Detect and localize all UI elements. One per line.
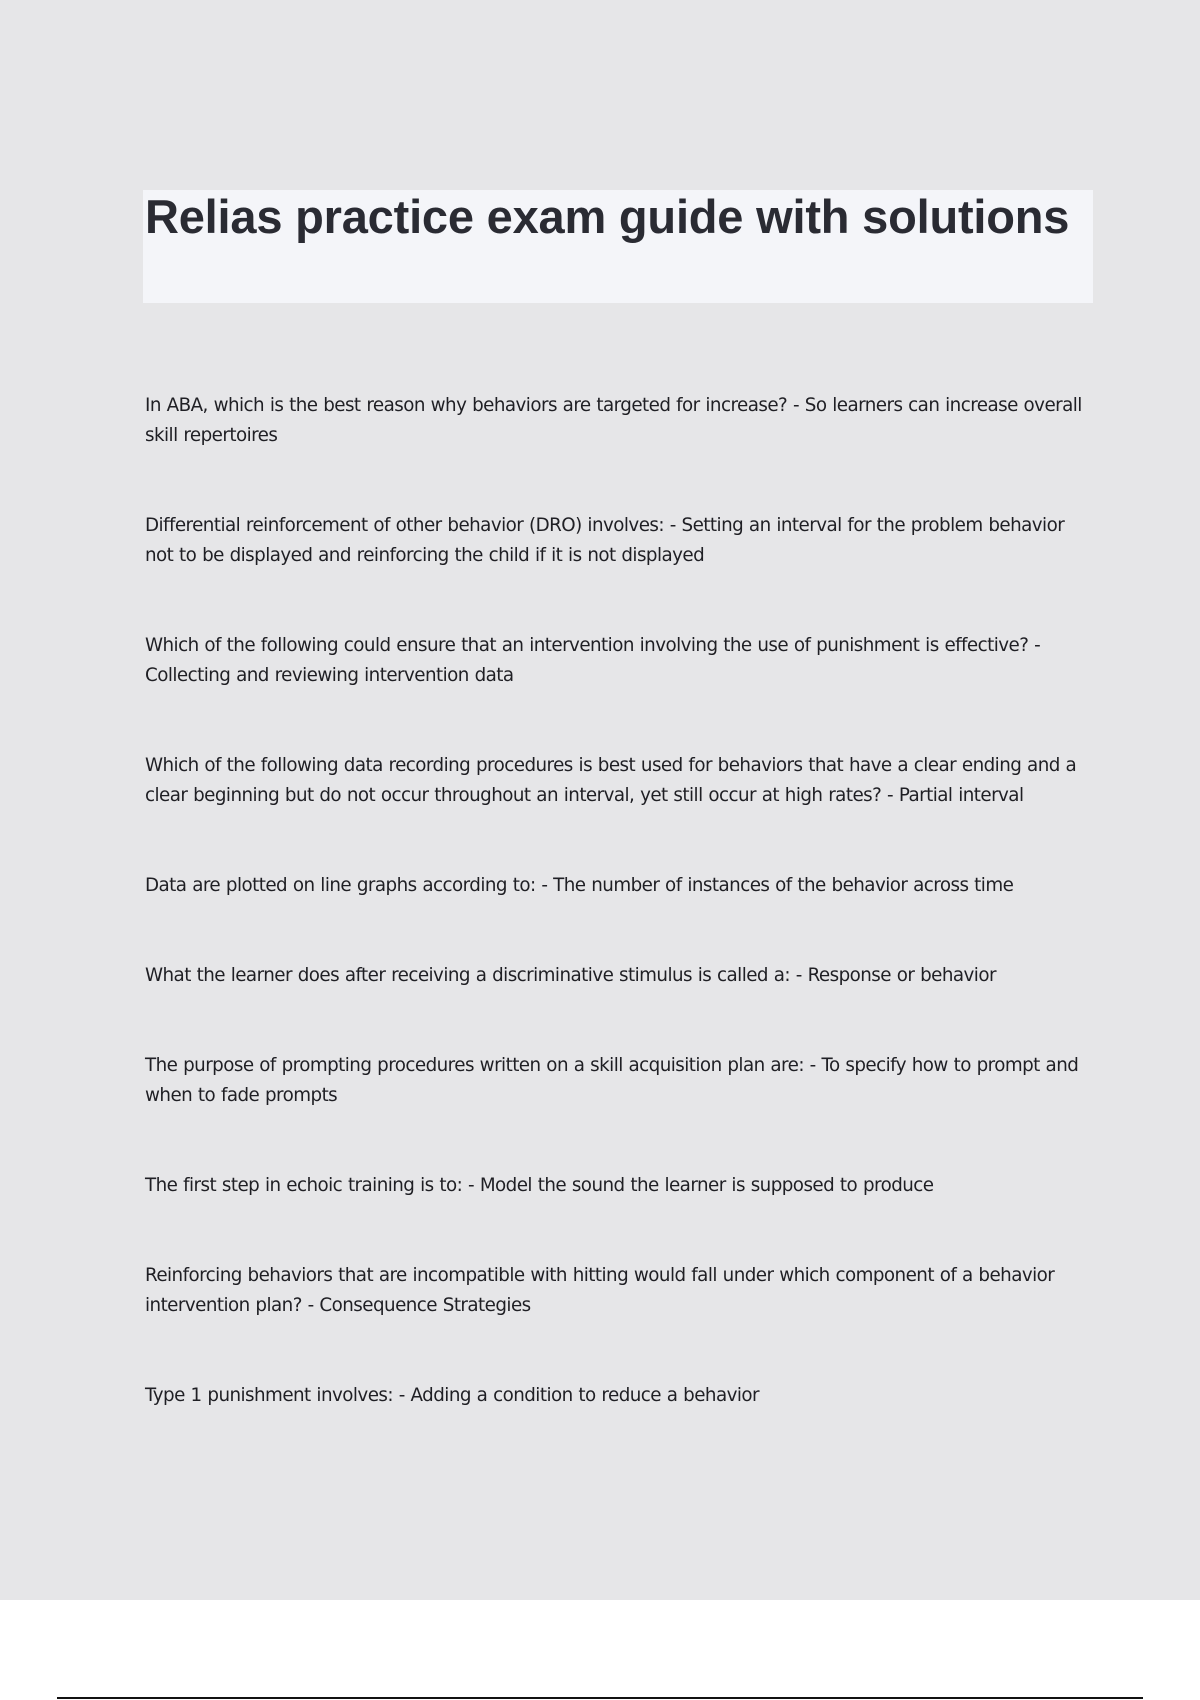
qa-item: The purpose of prompting procedures written on a skill acquisition plan are: - To specify how to prompt and when to fade prompts — [145, 1055, 1079, 1106]
footer-divider — [57, 1697, 1143, 1699]
qa-item: Which of the following data recording procedures is best used for behaviors that have a clear ending and a clear beginning but do not occur throughout an interval, yet still occur at high rates? - Partial interval — [145, 755, 1077, 806]
qa-item: What the learner does after receiving a discriminative stimulus is called a: - Response or behavior — [145, 965, 996, 986]
qa-item: Differential reinforcement of other behavior (DRO) involves: - Setting an interval for the problem behavior not to be displayed and reinforcing the child if it is not displayed — [145, 515, 1065, 566]
title-banner — [143, 190, 1093, 303]
document-title: Relias practice exam guide with solutions — [145, 190, 1070, 243]
qa-item: Which of the following could ensure that an intervention involving the use of punishment is effective? - Collecting and reviewing intervention data — [145, 635, 1041, 686]
qa-list — [145, 391, 1095, 1411]
qa-item: The first step in echoic training is to: - Model the sound the learner is supposed to produce — [145, 1175, 934, 1196]
qa-item: Data are plotted on line graphs according to: - The number of instances of the behavior across time — [145, 875, 1014, 896]
qa-item: In ABA, which is the best reason why behaviors are targeted for increase? - So learners can increase overall skill repertoires — [145, 395, 1082, 446]
qa-item: Reinforcing behaviors that are incompatible with hitting would fall under which component of a behavior intervention plan? - Consequence Strategies — [145, 1265, 1055, 1316]
qa-item: Type 1 punishment involves: - Adding a condition to reduce a behavior — [145, 1385, 759, 1406]
